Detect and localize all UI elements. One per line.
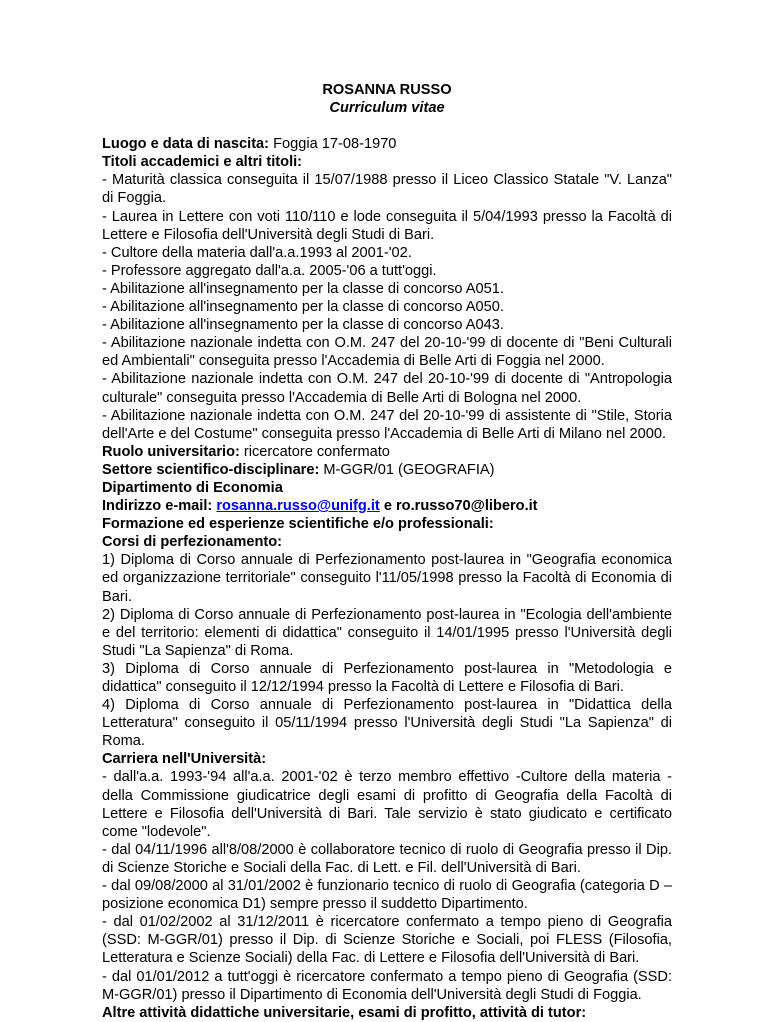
titles-item: - Professore aggregato dall'a.a. 2005-'06 a tutt'oggi. <box>102 262 437 279</box>
course-item: 3) Diploma di Corso annuale di Perfezionamento post-laurea in "Metodologia e didattica" conseguito il 12/12/1994 presso la Facoltà di Lettere e Filosofia di Bari. <box>102 660 672 695</box>
role-value: ricercatore confermato <box>239 443 390 460</box>
sector-label: Settore scientifico-disciplinare: <box>102 461 320 478</box>
birth-line <box>102 135 672 153</box>
titles-heading: Titoli accademici e altri titoli: <box>102 154 303 171</box>
career-item: - dall'a.a. 1993-'94 all'a.a. 2001-'02 è terzo membro effettivo -Cultore della materia - della Commissione giudicatrice degli esami di profitto di Geografia della Facoltà di Lettere e Filosofia dell'Università di Bari. Tale servizio è stato giudicato e certificato come "lodevole". <box>102 769 672 840</box>
career-item: - dal 01/02/2002 al 31/12/2011 è ricercatore confermato a tempo pieno di Geografia (SSD: M-GGR/01) presso il Dip. di Scienze Storiche e Sociali, poi FLESS (Filosofia, Letteratura e Scienze Sociali) della Fac. di Lettere e Filosofia dell'Università di Bari. <box>102 914 672 967</box>
email-link[interactable]: rosanna.russo@unifg.it <box>216 498 380 515</box>
career-item: - dal 09/08/2000 al 31/01/2002 è funzionario tecnico di ruolo di Geografia (categoria D – posizione economica D1) sempre presso il suddetto Dipartimento. <box>102 878 672 913</box>
role-label: Ruolo universitario: <box>102 443 240 460</box>
role-line <box>102 443 672 461</box>
email-line <box>102 497 672 515</box>
course-item: 1) Diploma di Corso annuale di Perfezionamento post-laurea in "Geografia economica ed organizzazione territoriale" conseguito l'11/05/1998 presso la Facoltà di Economia di Bari. <box>102 552 672 605</box>
titles-item: - Cultore della materia dall'a.a.1993 al 2001-'02. <box>102 244 412 261</box>
titles-item: - Abilitazione nazionale indetta con O.M. 247 del 20-10-'99 di assistente di "Stile, Storia dell'Arte e del Costume" conseguita presso l'Accademia di Belle Arti di Milano nel 2000. <box>102 407 672 442</box>
titles-item: - Abilitazione nazionale indetta con O.M. 247 del 20-10-'99 di docente di "Beni Culturali ed Ambientali" conseguita presso l'Accademia di Belle Arti di Foggia nel 2000. <box>102 335 672 370</box>
sector-line <box>102 461 672 479</box>
cv-subtitle: Curriculum vitae <box>329 100 445 117</box>
birth-value: Foggia 17-08-1970 <box>269 136 397 153</box>
titles-item: - Abilitazione all'insegnamento per la classe di concorso A043. <box>102 317 504 334</box>
cv-name: ROSANNA RUSSO <box>322 82 452 98</box>
cv-document <box>102 81 672 1022</box>
email-label: Indirizzo e-mail: <box>102 498 217 515</box>
titles-item: - Laurea in Lettere con voti 110/110 e lode conseguita il 5/04/1993 presso la Facoltà di Lettere e Filosofia dell'Università degli Studi di Bari. <box>102 208 672 243</box>
titles-item: - Maturità classica conseguita il 15/07/1988 presso il Liceo Classico Statale "V. Lanza" di Foggia. <box>102 172 672 207</box>
department: Dipartimento di Economia <box>102 479 283 496</box>
course-item: 4) Diploma di Corso annuale di Perfezionamento post-laurea in "Didattica della Letteratura" conseguito il 05/11/1994 presso l'Università degli Studi "La Sapienza" di Roma. <box>102 697 672 750</box>
training-heading: Formazione ed esperienze scientifiche e/o professionali: <box>102 516 494 533</box>
courses-heading: Corsi di perfezionamento: <box>102 534 283 551</box>
career-heading: Carriera nell'Università: <box>102 751 267 768</box>
career-item: - dal 01/01/2012 a tutt'oggi è ricercatore confermato a tempo pieno di Geografia (SSD: M-GGR/01) presso il Dipartimento di Economia dell'Università degli Studi di Foggia. <box>102 968 672 1003</box>
sector-value: M-GGR/01 (GEOGRAFIA) <box>319 461 495 478</box>
birth-label: Luogo e data di nascita: <box>102 136 270 153</box>
titles-item: - Abilitazione all'insegnamento per la classe di concorso A051. <box>102 280 504 297</box>
course-item: 2) Diploma di Corso annuale di Perfezionamento post-laurea in "Ecologia dell'ambiente e del territorio: elementi di didattica" conseguito il 14/01/1995 presso l'Università degli Studi "La Sapienza" di Roma. <box>102 606 672 659</box>
titles-item: - Abilitazione nazionale indetta con O.M. 247 del 20-10-'99 di docente di "Antropologia culturale" conseguita presso l'Accademia di Belle Arti di Bologna nel 2000. <box>102 371 672 406</box>
other-activities-heading: Altre attività didattiche universitarie, esami di profitto, attività di tutor: <box>102 1004 587 1021</box>
career-item: - dal 04/11/1996 all'8/08/2000 è collaboratore tecnico di ruolo di Geografia presso il Dip. di Scienze Storiche e Sociali della Fac. di Lett. e Fil. dell'Università di Bari. <box>102 841 672 876</box>
email-secondary: e ro.russo70@libero.it <box>379 498 538 515</box>
titles-item: - Abilitazione all'insegnamento per la classe di concorso A050. <box>102 299 504 316</box>
